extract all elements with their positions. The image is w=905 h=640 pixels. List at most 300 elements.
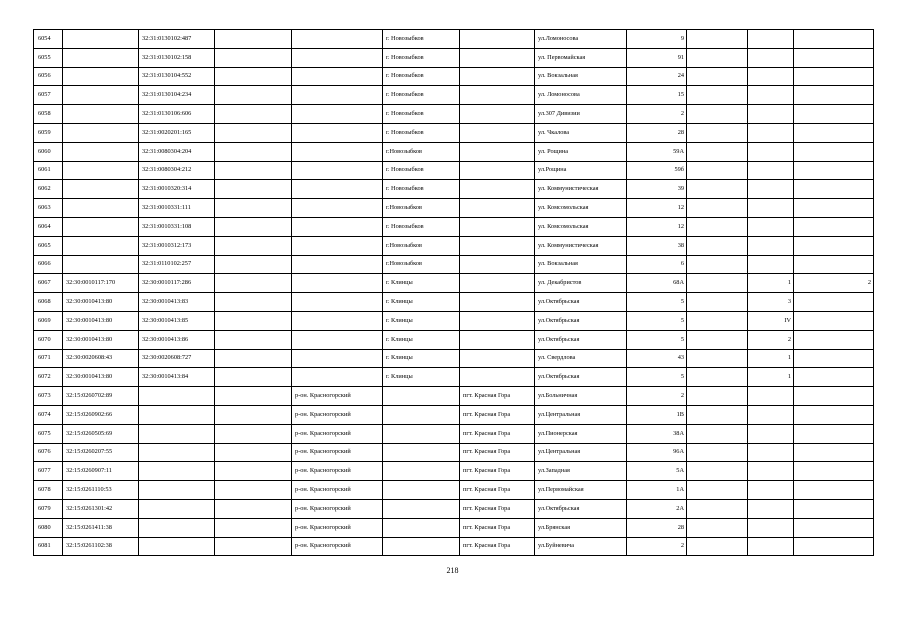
cadastral-number-b-cell: 32:30:0010117:286 [139, 274, 215, 293]
house-number-cell: 39 [627, 180, 687, 199]
empty-cell [215, 518, 292, 537]
table-row [34, 199, 874, 218]
house-number-cell: 2А [627, 499, 687, 518]
cadastral-number-b-cell [139, 462, 215, 481]
city-cell: г. Клинцы [383, 349, 460, 368]
cadastral-number-a-cell [63, 236, 139, 255]
district-cell: р-он. Красногорский [292, 424, 383, 443]
building-cell [687, 424, 748, 443]
cadastral-number-b-cell: 32:31:0110102:257 [139, 255, 215, 274]
table-row [34, 499, 874, 518]
settlement-cell [460, 30, 535, 49]
room-cell [794, 462, 874, 481]
street-cell: ул. Комсомольская [535, 217, 627, 236]
cadastral-number-a-cell: 32:15:0260702:89 [63, 387, 139, 406]
registry-sheet [33, 29, 873, 556]
district-cell [292, 330, 383, 349]
house-number-cell: 28 [627, 123, 687, 142]
table-row [34, 86, 874, 105]
district-cell: р-он. Красногорский [292, 462, 383, 481]
cadastral-number-a-cell: 32:15:0260207:55 [63, 443, 139, 462]
street-cell: ул.Ломоносова [535, 30, 627, 49]
cadastral-number-a-cell [63, 67, 139, 86]
apartment-cell [748, 481, 794, 500]
room-cell [794, 424, 874, 443]
street-cell: ул.Центральная [535, 405, 627, 424]
district-cell [292, 48, 383, 67]
settlement-cell [460, 161, 535, 180]
room-cell [794, 105, 874, 124]
settlement-cell [460, 180, 535, 199]
empty-cell [215, 330, 292, 349]
table-row [34, 368, 874, 387]
row-number-cell: 6054 [34, 30, 63, 49]
cadastral-number-a-cell: 32:30:0010413:80 [63, 311, 139, 330]
house-number-cell: 24 [627, 67, 687, 86]
room-cell [794, 405, 874, 424]
room-cell [794, 86, 874, 105]
empty-cell [215, 368, 292, 387]
district-cell: р-он. Красногорский [292, 537, 383, 556]
city-cell [383, 462, 460, 481]
row-number-cell: 6068 [34, 293, 63, 312]
cadastral-number-a-cell [63, 123, 139, 142]
room-cell [794, 311, 874, 330]
room-cell [794, 293, 874, 312]
building-cell [687, 142, 748, 161]
room-cell [794, 199, 874, 218]
apartment-cell [748, 86, 794, 105]
empty-cell [215, 180, 292, 199]
row-number-cell: 6056 [34, 67, 63, 86]
apartment-cell [748, 499, 794, 518]
district-cell [292, 293, 383, 312]
district-cell: р-он. Красногорский [292, 405, 383, 424]
city-cell [383, 424, 460, 443]
city-cell [383, 443, 460, 462]
page-number: 218 [446, 566, 459, 575]
room-cell [794, 537, 874, 556]
street-cell: ул. Коммунистическая [535, 236, 627, 255]
house-number-cell: 1В [627, 405, 687, 424]
house-number-cell: 12 [627, 217, 687, 236]
building-cell [687, 86, 748, 105]
apartment-cell [748, 387, 794, 406]
building-cell [687, 199, 748, 218]
building-cell [687, 123, 748, 142]
street-cell: ул.307 Дивизии [535, 105, 627, 124]
table-row [34, 236, 874, 255]
room-cell [794, 48, 874, 67]
street-cell: ул.Первомайская [535, 481, 627, 500]
empty-cell [215, 236, 292, 255]
building-cell [687, 368, 748, 387]
empty-cell [215, 462, 292, 481]
cadastral-number-b-cell: 32:31:0010331:108 [139, 217, 215, 236]
city-cell [383, 405, 460, 424]
house-number-cell: 59б [627, 161, 687, 180]
street-cell: ул. Рощина [535, 142, 627, 161]
street-cell: ул. Декабристов [535, 274, 627, 293]
row-number-cell: 6060 [34, 142, 63, 161]
table-row [34, 293, 874, 312]
cadastral-number-a-cell: 32:30:0020608:43 [63, 349, 139, 368]
city-cell: г.Новозыбков [383, 255, 460, 274]
settlement-cell [460, 293, 535, 312]
registry-table [33, 29, 874, 556]
building-cell [687, 236, 748, 255]
district-cell: р-он. Красногорский [292, 518, 383, 537]
settlement-cell [460, 236, 535, 255]
settlement-cell: пгт. Красная Гора [460, 518, 535, 537]
district-cell [292, 123, 383, 142]
city-cell: г.Новозыбков [383, 142, 460, 161]
table-row [34, 105, 874, 124]
street-cell: ул. Вокзальная [535, 255, 627, 274]
cadastral-number-a-cell: 32:15:0260902:66 [63, 405, 139, 424]
district-cell [292, 180, 383, 199]
table-row [34, 48, 874, 67]
district-cell [292, 67, 383, 86]
table-row [34, 349, 874, 368]
district-cell [292, 274, 383, 293]
building-cell [687, 462, 748, 481]
cadastral-number-b-cell: 32:30:0010413:85 [139, 311, 215, 330]
row-number-cell: 6065 [34, 236, 63, 255]
row-number-cell: 6072 [34, 368, 63, 387]
house-number-cell: 59А [627, 142, 687, 161]
empty-cell [215, 217, 292, 236]
row-number-cell: 6058 [34, 105, 63, 124]
room-cell [794, 67, 874, 86]
apartment-cell [748, 30, 794, 49]
street-cell: ул.Октябрьская [535, 499, 627, 518]
city-cell [383, 387, 460, 406]
apartment-cell [748, 518, 794, 537]
house-number-cell: 96А [627, 443, 687, 462]
cadastral-number-b-cell: 32:31:0130104:234 [139, 86, 215, 105]
room-cell [794, 518, 874, 537]
settlement-cell [460, 255, 535, 274]
empty-cell [215, 67, 292, 86]
street-cell: ул.Пионерская [535, 424, 627, 443]
cadastral-number-a-cell: 32:30:0010413:80 [63, 330, 139, 349]
building-cell [687, 387, 748, 406]
settlement-cell [460, 330, 535, 349]
building-cell [687, 481, 748, 500]
house-number-cell: 38 [627, 236, 687, 255]
row-number-cell: 6064 [34, 217, 63, 236]
apartment-cell [748, 105, 794, 124]
empty-cell [215, 274, 292, 293]
table-row [34, 180, 874, 199]
street-cell: ул.Октябрьская [535, 293, 627, 312]
cadastral-number-b-cell [139, 387, 215, 406]
apartment-cell: 2 [748, 330, 794, 349]
building-cell [687, 217, 748, 236]
empty-cell [215, 424, 292, 443]
building-cell [687, 30, 748, 49]
cadastral-number-b-cell: 32:31:0080304:212 [139, 161, 215, 180]
building-cell [687, 48, 748, 67]
street-cell: ул. Чкалова [535, 123, 627, 142]
cadastral-number-b-cell: 32:31:0020201:165 [139, 123, 215, 142]
building-cell [687, 330, 748, 349]
row-number-cell: 6059 [34, 123, 63, 142]
apartment-cell [748, 424, 794, 443]
street-cell: ул.Буйневича [535, 537, 627, 556]
row-number-cell: 6074 [34, 405, 63, 424]
room-cell [794, 443, 874, 462]
cadastral-number-a-cell: 32:15:0260505:69 [63, 424, 139, 443]
apartment-cell: 3 [748, 293, 794, 312]
table-row [34, 255, 874, 274]
apartment-cell [748, 462, 794, 481]
cadastral-number-a-cell [63, 105, 139, 124]
room-cell [794, 236, 874, 255]
room-cell [794, 217, 874, 236]
street-cell: ул.Рощина [535, 161, 627, 180]
cadastral-number-a-cell: 32:15:0261102:38 [63, 537, 139, 556]
settlement-cell [460, 199, 535, 218]
table-row [34, 30, 874, 49]
district-cell [292, 236, 383, 255]
cadastral-number-a-cell [63, 142, 139, 161]
cadastral-number-a-cell: 32:15:0261301:42 [63, 499, 139, 518]
cadastral-number-a-cell: 32:15:0261110:53 [63, 481, 139, 500]
room-cell [794, 349, 874, 368]
building-cell [687, 405, 748, 424]
city-cell: г. Новозыбков [383, 217, 460, 236]
table-row [34, 537, 874, 556]
apartment-cell [748, 123, 794, 142]
empty-cell [215, 499, 292, 518]
settlement-cell: пгт. Красная Гора [460, 405, 535, 424]
building-cell [687, 105, 748, 124]
apartment-cell [748, 199, 794, 218]
district-cell [292, 255, 383, 274]
settlement-cell [460, 217, 535, 236]
table-row [34, 123, 874, 142]
cadastral-number-b-cell: 32:30:0010413:83 [139, 293, 215, 312]
cadastral-number-a-cell: 32:15:0261411:38 [63, 518, 139, 537]
cadastral-number-a-cell [63, 86, 139, 105]
street-cell: ул.Брянская [535, 518, 627, 537]
settlement-cell [460, 142, 535, 161]
cadastral-number-b-cell [139, 481, 215, 500]
district-cell [292, 142, 383, 161]
city-cell [383, 481, 460, 500]
room-cell [794, 330, 874, 349]
district-cell: р-он. Красногорский [292, 481, 383, 500]
empty-cell [215, 86, 292, 105]
table-row [34, 481, 874, 500]
city-cell: г. Новозыбков [383, 48, 460, 67]
row-number-cell: 6080 [34, 518, 63, 537]
city-cell: г. Новозыбков [383, 180, 460, 199]
settlement-cell [460, 349, 535, 368]
row-number-cell: 6067 [34, 274, 63, 293]
row-number-cell: 6077 [34, 462, 63, 481]
city-cell: г. Новозыбков [383, 67, 460, 86]
cadastral-number-b-cell: 32:30:0020608:727 [139, 349, 215, 368]
street-cell: ул.Октябрьская [535, 330, 627, 349]
house-number-cell: 5 [627, 311, 687, 330]
row-number-cell: 6079 [34, 499, 63, 518]
cadastral-number-a-cell: 32:30:0010413:80 [63, 368, 139, 387]
cadastral-number-b-cell: 32:31:0010331:111 [139, 199, 215, 218]
empty-cell [215, 105, 292, 124]
row-number-cell: 6071 [34, 349, 63, 368]
cadastral-number-b-cell [139, 537, 215, 556]
building-cell [687, 499, 748, 518]
room-cell [794, 30, 874, 49]
cadastral-number-a-cell [63, 48, 139, 67]
cadastral-number-a-cell [63, 199, 139, 218]
settlement-cell: пгт. Красная Гора [460, 424, 535, 443]
city-cell: г. Клинцы [383, 274, 460, 293]
house-number-cell: 2 [627, 105, 687, 124]
district-cell [292, 86, 383, 105]
cadastral-number-b-cell [139, 424, 215, 443]
room-cell [794, 481, 874, 500]
empty-cell [215, 293, 292, 312]
house-number-cell: 68А [627, 274, 687, 293]
row-number-cell: 6073 [34, 387, 63, 406]
city-cell: г. Новозыбков [383, 161, 460, 180]
row-number-cell: 6063 [34, 199, 63, 218]
apartment-cell [748, 142, 794, 161]
district-cell [292, 30, 383, 49]
settlement-cell [460, 86, 535, 105]
row-number-cell: 6076 [34, 443, 63, 462]
apartment-cell [748, 255, 794, 274]
table-row [34, 67, 874, 86]
apartment-cell: IV [748, 311, 794, 330]
apartment-cell [748, 405, 794, 424]
building-cell [687, 443, 748, 462]
building-cell [687, 311, 748, 330]
row-number-cell: 6078 [34, 481, 63, 500]
settlement-cell: пгт. Красная Гора [460, 443, 535, 462]
apartment-cell [748, 537, 794, 556]
empty-cell [215, 311, 292, 330]
row-number-cell: 6066 [34, 255, 63, 274]
empty-cell [215, 48, 292, 67]
cadastral-number-b-cell [139, 499, 215, 518]
empty-cell [215, 123, 292, 142]
room-cell: 2 [794, 274, 874, 293]
building-cell [687, 255, 748, 274]
settlement-cell [460, 274, 535, 293]
cadastral-number-b-cell [139, 405, 215, 424]
empty-cell [215, 142, 292, 161]
row-number-cell: 6081 [34, 537, 63, 556]
settlement-cell: пгт. Красная Гора [460, 387, 535, 406]
district-cell [292, 349, 383, 368]
table-row [34, 217, 874, 236]
apartment-cell: 1 [748, 368, 794, 387]
settlement-cell [460, 105, 535, 124]
house-number-cell: 5 [627, 293, 687, 312]
cadastral-number-b-cell: 32:31:0130104:552 [139, 67, 215, 86]
house-number-cell: 9 [627, 30, 687, 49]
city-cell: г. Клинцы [383, 311, 460, 330]
row-number-cell: 6055 [34, 48, 63, 67]
street-cell: ул. Свердлова [535, 349, 627, 368]
house-number-cell: 12 [627, 199, 687, 218]
building-cell [687, 293, 748, 312]
empty-cell [215, 405, 292, 424]
room-cell [794, 499, 874, 518]
house-number-cell: 2 [627, 387, 687, 406]
row-number-cell: 6062 [34, 180, 63, 199]
city-cell: г. Клинцы [383, 293, 460, 312]
room-cell [794, 142, 874, 161]
district-cell [292, 105, 383, 124]
city-cell: г.Новозыбков [383, 236, 460, 255]
registry-rows [34, 30, 874, 556]
city-cell: г. Клинцы [383, 330, 460, 349]
apartment-cell: 1 [748, 349, 794, 368]
district-cell [292, 161, 383, 180]
cadastral-number-a-cell: 32:30:0010413:80 [63, 293, 139, 312]
building-cell [687, 349, 748, 368]
cadastral-number-b-cell: 32:31:0080304:204 [139, 142, 215, 161]
settlement-cell [460, 48, 535, 67]
empty-cell [215, 255, 292, 274]
apartment-cell [748, 161, 794, 180]
table-row [34, 161, 874, 180]
settlement-cell [460, 311, 535, 330]
room-cell [794, 368, 874, 387]
house-number-cell: 6 [627, 255, 687, 274]
settlement-cell: пгт. Красная Гора [460, 462, 535, 481]
empty-cell [215, 481, 292, 500]
city-cell: г. Новозыбков [383, 123, 460, 142]
empty-cell [215, 161, 292, 180]
house-number-cell: 5 [627, 330, 687, 349]
cadastral-number-a-cell [63, 180, 139, 199]
apartment-cell [748, 67, 794, 86]
city-cell [383, 518, 460, 537]
room-cell [794, 161, 874, 180]
row-number-cell: 6057 [34, 86, 63, 105]
building-cell [687, 67, 748, 86]
settlement-cell [460, 67, 535, 86]
empty-cell [215, 387, 292, 406]
city-cell: г. Новозыбков [383, 30, 460, 49]
table-row [34, 330, 874, 349]
apartment-cell: 1 [748, 274, 794, 293]
district-cell [292, 217, 383, 236]
building-cell [687, 274, 748, 293]
district-cell [292, 199, 383, 218]
district-cell: р-он. Красногорский [292, 387, 383, 406]
table-row [34, 443, 874, 462]
empty-cell [215, 537, 292, 556]
room-cell [794, 255, 874, 274]
house-number-cell: 1А [627, 481, 687, 500]
house-number-cell: 5А [627, 462, 687, 481]
cadastral-number-a-cell [63, 30, 139, 49]
apartment-cell [748, 443, 794, 462]
room-cell [794, 180, 874, 199]
house-number-cell: 91 [627, 48, 687, 67]
cadastral-number-b-cell [139, 518, 215, 537]
building-cell [687, 180, 748, 199]
apartment-cell [748, 180, 794, 199]
